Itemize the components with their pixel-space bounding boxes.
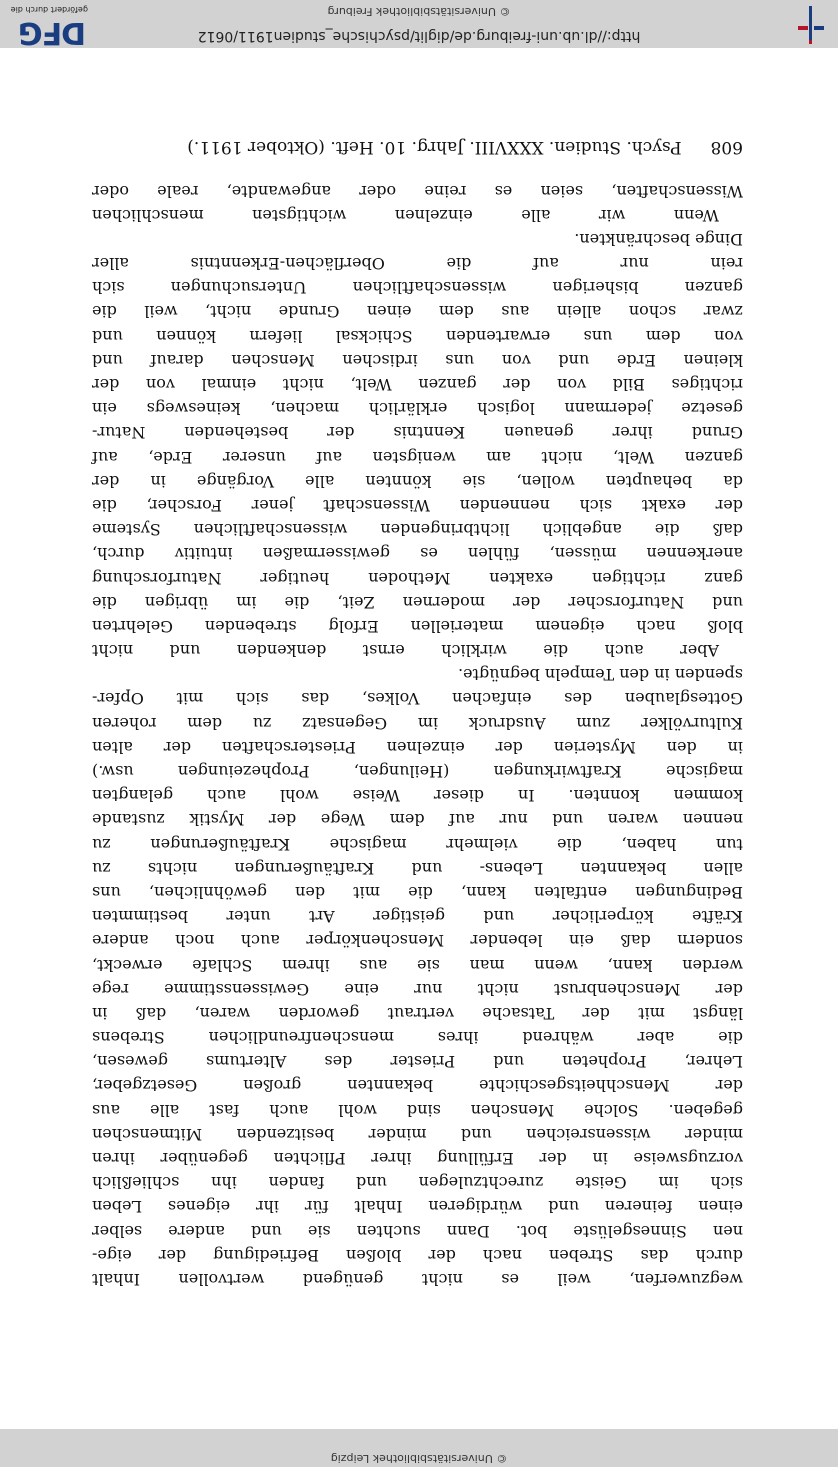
- text-line: der exakt sich nennenden Wissenschaft jener Forscher, die: [92, 496, 743, 515]
- text-line: tun haben, die vielmehr magische Kraftäußerungen zu: [92, 834, 743, 854]
- text-line: die aber während ihres menschenfreundlichen Strebens: [92, 1028, 743, 1048]
- text-line: von dem uns erwartenden Schicksal liefern können und: [92, 326, 743, 346]
- text-line: werden kann, wenn man sie aus ihrem Schlafe erweckt,: [92, 955, 743, 975]
- text-line: da behaupten wollen, sie könnten alle Vorgänge in der: [92, 471, 743, 491]
- library-logo-icon: [784, 4, 838, 44]
- text-line: Grund ihrer genauen Kenntnis der bestehenden Natur-: [92, 423, 743, 443]
- text-line: einen feineren und würdigeren Inhalt für ihr eigenes Leben: [92, 1197, 743, 1217]
- text-line: wegzuwerfen, weil es nicht genügend wertvollen Inhalt: [92, 1270, 743, 1289]
- page-number: 608: [710, 137, 743, 157]
- dfg-logo: DFG: [18, 15, 86, 50]
- text-line: Wissenschaften, seien es reine oder angewandte, reale oder: [92, 181, 743, 201]
- library-logo: [784, 4, 838, 44]
- text-line: längst mit der Tatsache vertraut geworden waren, daß in: [92, 1003, 743, 1023]
- body-text: [92, 178, 743, 1291]
- text-line: Kräfte körperlicher und geistiger Art unter bestimmten: [92, 907, 743, 927]
- text-line: Gottesglauben des einfachen Volkes, das sich mit Opfer-: [92, 689, 743, 709]
- text-line: und Naturforscher der modernen Zeit, die im übrigen die: [92, 592, 743, 612]
- source-url: http://dl.ub.uni-freiburg.de/diglit/psychische_studien1911/0612: [197, 28, 641, 44]
- text-line: ganz richtigen exakten Methoden heutiger Naturforschung: [92, 568, 743, 588]
- text-line: gegeben. Solche Menschen sind wohl auch fast alle aus: [92, 1100, 743, 1120]
- text-line: der Menschenbrust nicht nur eine Gewissensstimme rege: [92, 979, 743, 999]
- funder-block: [0, 0, 92, 48]
- text-line: daß die angeblich lichtbringenden wissenschaftlichen Systeme: [92, 520, 743, 540]
- text-line: kleinen Erde und von uns irdischen Menschen darauf und: [92, 350, 743, 370]
- text-line: vorzugsweise in der Erfüllung ihrer Pflichten gegenüber ihren: [92, 1149, 743, 1169]
- text-line: Lehrer, Propheten und Priester des Altertums gewesen,: [92, 1052, 743, 1072]
- text-line: nen Sinnesgelüste bot. Dann suchten sie und andere selber: [92, 1221, 743, 1241]
- running-head-title: Psych. Studien. XXXVIII. Jahrg. 10. Heft. (Oktober 1911.): [187, 137, 682, 157]
- text-line: sich im Geiste zurechtzulegen und fanden ihn schließlich: [92, 1173, 743, 1193]
- text-line: Aber auch die wirklich ernst denkenden und nicht: [92, 641, 719, 661]
- text-line: sondern daß ein lebender Menschenkörper auch noch andere: [92, 931, 743, 951]
- text-line: gesetze jedermann logisch erklärlich machen, keineswegs ein: [92, 399, 743, 419]
- text-line: der Menschheitsgeschichte bekannten großen Gesetzgeber,: [92, 1076, 743, 1096]
- scan-top-band: [0, 1429, 838, 1467]
- text-line: durch das Streben nach der bloßen Befriedigung der eige-: [92, 1245, 743, 1265]
- text-line: Kulturvölker zum Ausdruck im Gegensatz zu dem roheren: [92, 713, 743, 733]
- text-line: Bedingungen entfalten kann, die mit den gewöhnlichen, uns: [92, 883, 743, 902]
- archive-copyright-top: © Universitätsbibliothek Leipzig: [330, 1452, 508, 1465]
- text-line: rein nur auf die Oberflächen-Erkenntnis aller: [92, 254, 743, 274]
- text-line: Dinge beschränkten.: [574, 229, 743, 249]
- text-line: allen bekannten Lebens- und Kraftäußerungen nichts zu: [92, 858, 743, 878]
- archive-copyright-bottom: © Universitätsbibliothek Freiburg: [327, 5, 511, 18]
- text-line: Wenn wir alle einzelnen wichtigsten menschlichen: [92, 205, 719, 225]
- scan-bottom-band: [0, 0, 838, 48]
- text-line: magische Kraftwirkungen (Heilungen, Prophezeiungen usw.): [92, 762, 743, 782]
- text-line: anerkennen müssen, fühlen es gewissermaßen intuitiv durch,: [92, 544, 743, 564]
- text-line: minder wissensreichen und minder besitzenden Mitmenschen: [92, 1124, 743, 1144]
- text-line: bloß nach eigenem materiellen Erfolg strebenden Gelehrten: [92, 616, 743, 636]
- text-line: nennen waren und nur auf dem Wege der Mystik zustande: [92, 810, 743, 830]
- funder-tagline: gefördert durch die: [10, 5, 88, 14]
- text-line: ganzen bisherigen wissenschaftlichen Untersuchungen sich: [92, 278, 743, 298]
- text-line: in den Mysterien der einzelnen Priesterschaften der alten: [92, 737, 743, 757]
- running-head: [92, 137, 743, 157]
- text-line: ganzen Welt, nicht am wenigsten auf unserer Erde, auf: [92, 447, 743, 467]
- text-line: zwar schon allein aus dem einen Grunde nicht, weil die: [92, 302, 743, 322]
- text-line: spenden in den Tempeln begnügte.: [457, 665, 743, 685]
- text-line: kommen konnten. In dieser Weise wohl auch gelangten: [92, 786, 743, 806]
- text-line: richtiges Bild von der ganzen Welt, nicht einmal von der: [92, 375, 743, 395]
